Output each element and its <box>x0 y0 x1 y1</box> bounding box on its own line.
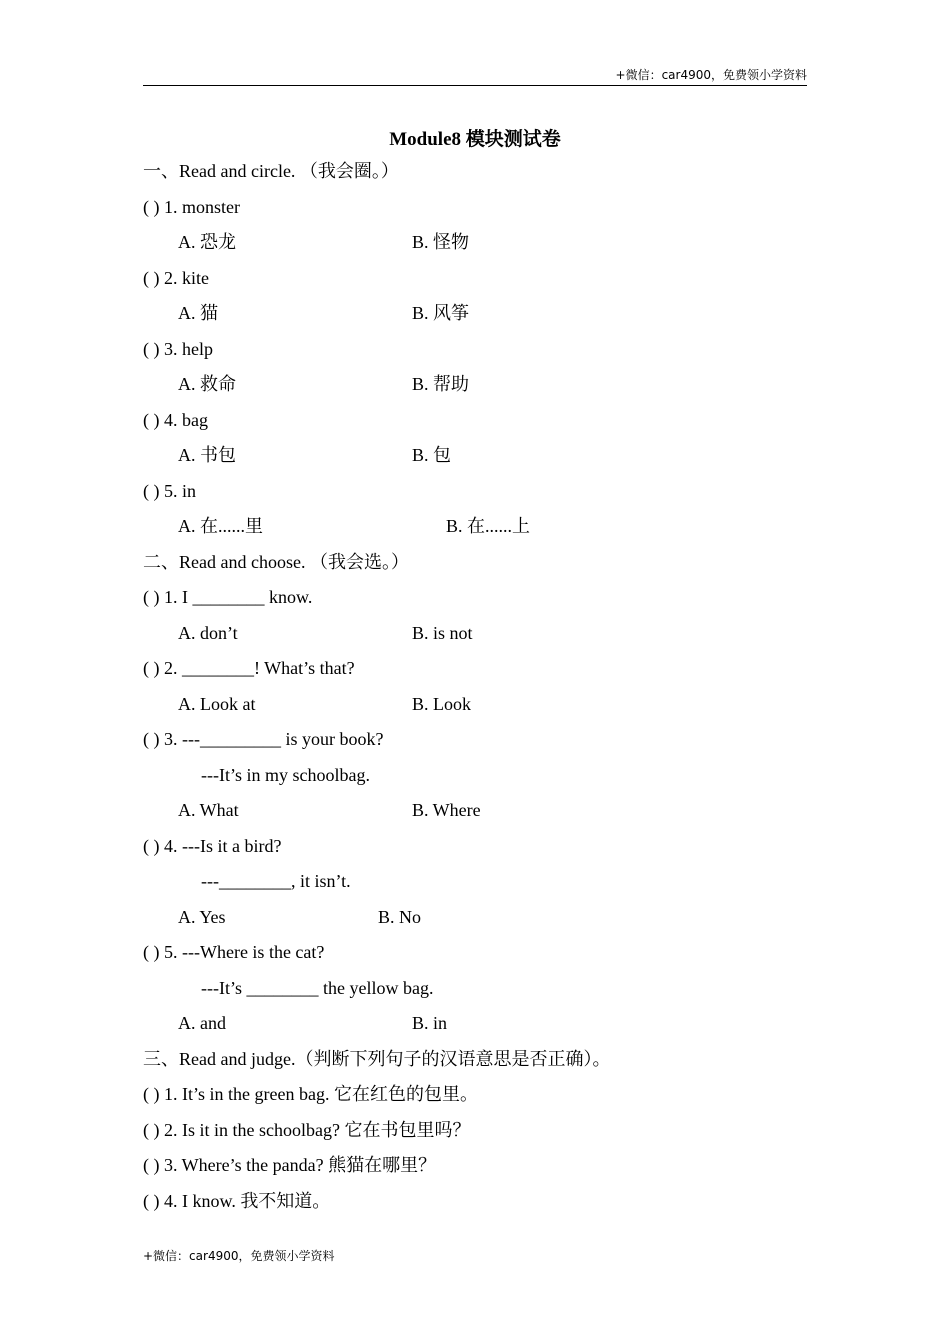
option-row <box>143 1006 807 1042</box>
page-title: Module8 模块测试卷 <box>389 129 561 150</box>
option-b: B. Where <box>412 800 481 820</box>
option-a: A. 在......里 <box>178 516 263 536</box>
question-stem: ( ) 1. monster <box>143 196 240 217</box>
worksheet-content <box>143 154 807 1219</box>
section-3-title: 三、Read and judge.（判断下列句子的汉语意思是否正确）。 <box>143 1048 611 1069</box>
option-a: A. 书包 <box>178 445 236 465</box>
question-stem: ( ) 2. ________! What’s that? <box>143 658 355 678</box>
option-row <box>143 900 807 936</box>
option-row <box>143 438 807 474</box>
section-2-title: 二、Read and choose. （我会选。） <box>143 551 409 572</box>
judge-item: ( ) 4. I know. 我不知道。 <box>143 1190 331 1211</box>
question-stem: ( ) 4. ---Is it a bird? <box>143 835 282 856</box>
option-a: A. Look at <box>178 693 256 714</box>
question-stem: ( ) 3. help <box>143 338 213 359</box>
option-row <box>143 793 807 829</box>
option-row <box>143 367 807 403</box>
judge-item: ( ) 2. Is it in the schoolbag? 它在书包里吗？ <box>143 1119 471 1140</box>
option-row <box>143 687 807 723</box>
judge-item: ( ) 1. It’s in the green bag. 它在红色的包里。 <box>143 1084 478 1104</box>
question-stem: ( ) 1. I ________ know. <box>143 587 313 607</box>
option-a: A. and <box>178 1013 226 1033</box>
option-a: A. What <box>178 800 239 820</box>
option-b: B. in <box>412 1013 448 1033</box>
question-stem: ( ) 4. bag <box>143 409 208 430</box>
question-stem: ( ) 5. ---Where is the cat? <box>143 942 325 962</box>
option-b: B. 风筝 <box>412 303 470 323</box>
option-row <box>143 296 807 332</box>
dialogue-reply: ---It’s in my schoolbag. <box>201 764 370 785</box>
dialogue-reply: ---________, it isn’t. <box>201 871 351 891</box>
question-stem: ( ) 3. ---_________ is your book? <box>143 729 384 749</box>
option-a: A. 恐龙 <box>178 232 236 252</box>
option-a: A. 猫 <box>178 303 218 323</box>
header-rule <box>143 85 807 86</box>
dialogue-reply: ---It’s ________ the yellow bag. <box>201 977 434 998</box>
section-1-title: 一、Read and circle. （我会圈。） <box>143 161 399 181</box>
option-b: B. 怪物 <box>412 232 470 252</box>
option-b: B. 包 <box>412 445 452 465</box>
option-row <box>143 616 807 652</box>
option-b: B. No <box>378 906 422 927</box>
option-row <box>143 225 807 261</box>
option-a: A. don’t <box>178 622 238 643</box>
option-b: B. is not <box>412 622 473 643</box>
question-stem: ( ) 2. kite <box>143 267 209 288</box>
option-b: B. 帮助 <box>412 374 470 394</box>
option-b: B. Look <box>412 693 472 714</box>
option-a: A. 救命 <box>178 374 236 394</box>
option-a: A. Yes <box>178 906 226 927</box>
header-note: +微信：car4900，免费领小学资料 <box>615 68 807 82</box>
judge-item: ( ) 3. Where’s the panda? 熊猫在哪里？ <box>143 1155 437 1175</box>
footer-note: +微信：car4900，免费领小学资料 <box>143 1249 335 1263</box>
option-row <box>143 509 807 545</box>
option-b: B. 在......上 <box>446 516 531 536</box>
question-stem: ( ) 5. in <box>143 480 196 501</box>
